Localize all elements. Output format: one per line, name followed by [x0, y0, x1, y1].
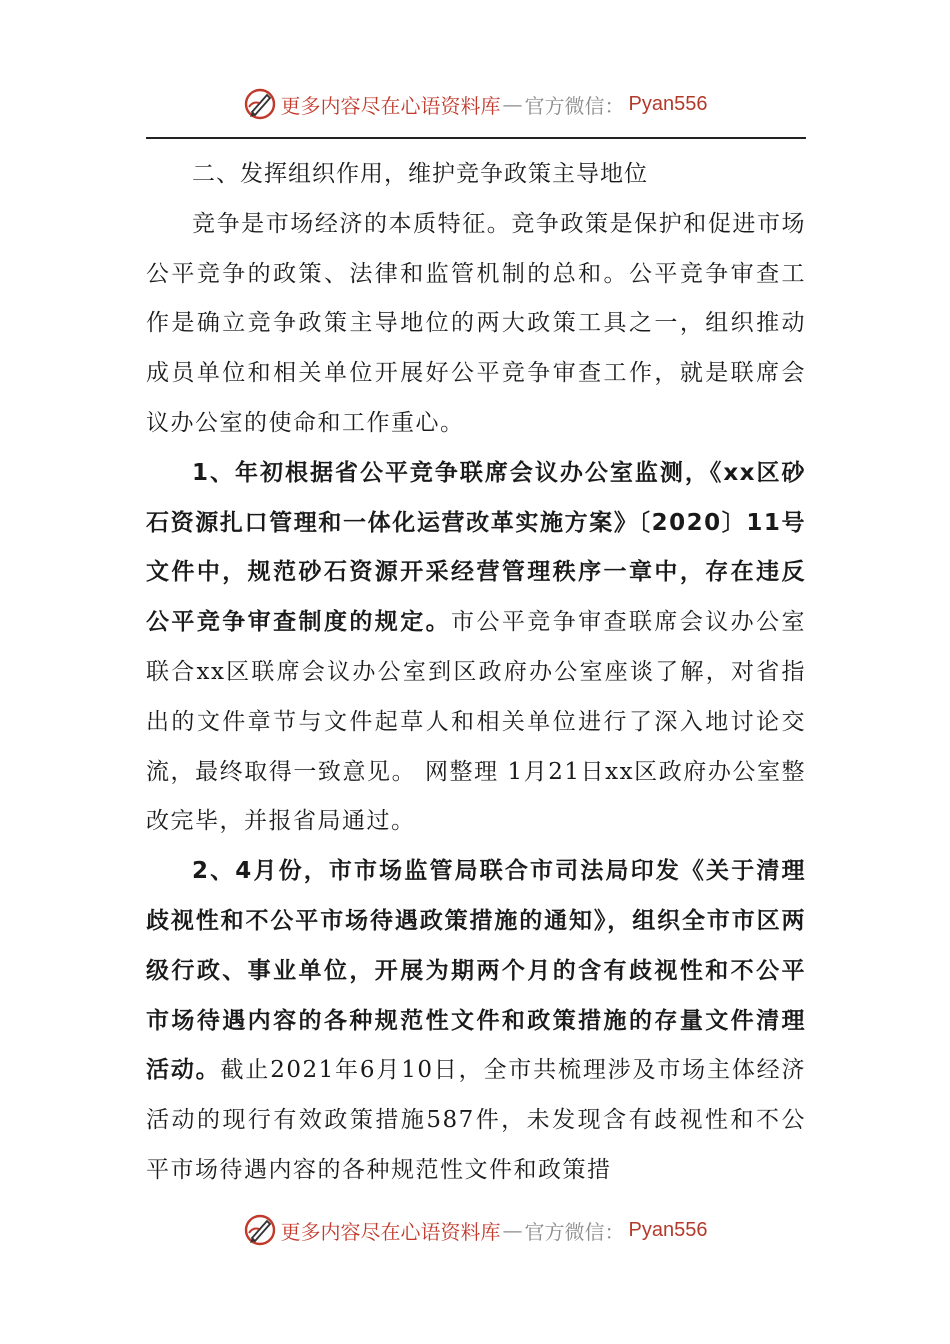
banner-wechat-id: Pyan556 [628, 1218, 708, 1241]
item-2-bold: 2、4月份，市市场监管局联合市司法局印发《关于清理歧视性和不公平市场待遇政策措施的通知》，组织全市市区两级行政、事业单位，开展为期两个月的含有歧视性和不公平市场待遇内容的各种规范性文件和政策措施的存量文件清理活动。 [146, 858, 806, 1084]
item-1-bold: 1、年初根据省公平竞争联席会议办公室监测，《xx区砂石资源扎口管理和一体化运营改革实施方案》〔2020〕11号文件中，规范砂石资源开采经营管理秩序一章中，存在违反公平竞争审查制度的规定。 [146, 459, 806, 636]
banner-dash: — [502, 92, 523, 116]
banner-wechat-id: Pyan556 [628, 92, 708, 115]
pen-logo-icon [243, 1213, 277, 1247]
banner-wechat-label: 官方微信： [524, 1219, 625, 1244]
banner-wechat-label: 官方微信： [524, 93, 625, 118]
document-body [146, 150, 806, 1196]
item-1-paragraph [146, 449, 806, 847]
item-1-text: 市公平竞争审查联席会议办公室联合xx区联席会议办公室到区政府办公室座谈了解，对省指出的文件章节与文件起草人和相关单位进行了深入地讨论交流，最终取得一致意见。 网整理 1月21日xx区政府办公室整改完毕，并报省局通过。 [146, 609, 807, 835]
item-2-text: 截止2021年6月10日，全市共梳理涉及市场主体经济活动的现行有效政策措施587件，未发现含有歧视性和不公平市场待遇内容的各种规范性文件和政策措 [146, 1057, 807, 1183]
banner-dash: — [502, 1218, 523, 1242]
pen-logo-icon [243, 87, 277, 121]
header-banner [0, 84, 950, 124]
section-heading: 二、发挥组织作用，维护竞争政策主导地位 [192, 161, 648, 187]
footer-banner [0, 1210, 950, 1250]
item-2-paragraph [146, 847, 806, 1196]
banner-text: 更多内容尽在心语资料库 [280, 1219, 501, 1244]
header-divider [146, 137, 806, 139]
banner-text: 更多内容尽在心语资料库 [280, 93, 501, 118]
intro-paragraph: 竞争是市场经济的本质特征。竞争政策是保护和促进市场公平竞争的政策、法律和监管机制的总和。公平竞争审查工作是确立竞争政策主导地位的两大政策工具之一，组织推动成员单位和相关单位开展好公平竞争审查工作，就是联席会议办公室的使命和工作重心。 [146, 210, 806, 436]
